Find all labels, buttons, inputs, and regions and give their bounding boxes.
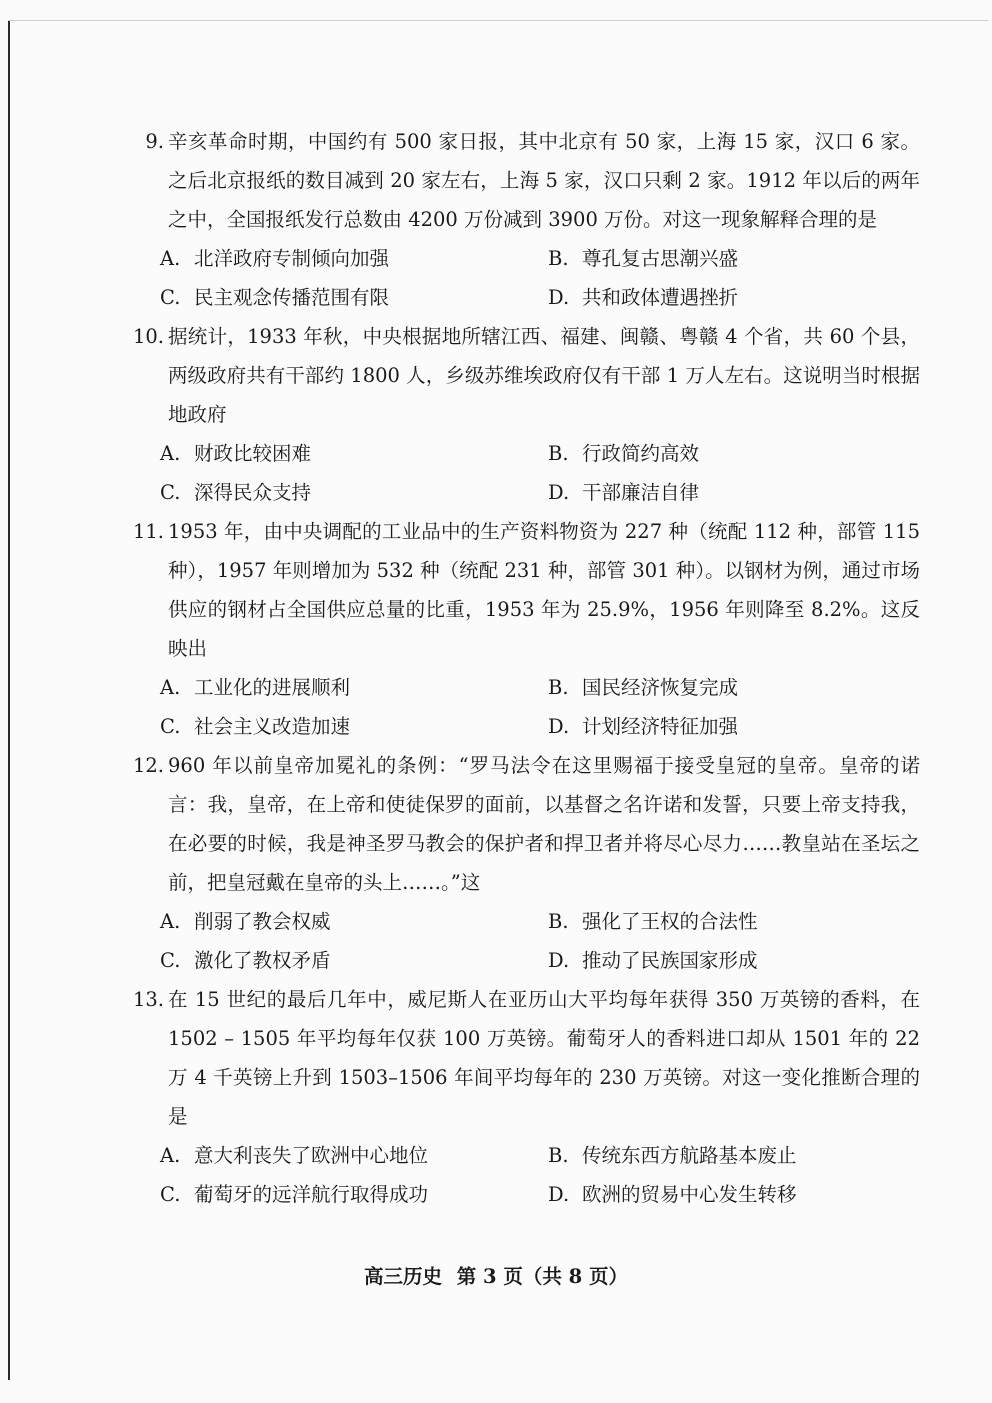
option-b: B. 尊孔复古思潮兴盛 xyxy=(548,247,739,270)
option-d: D. 推动了民族国家形成 xyxy=(548,949,758,972)
question-stem: 据统计，1933 年秋，中央根据地所辖江西、福建、闽赣、粤赣 4 个省，共 60 个县，两级政府共有干部约 1800 人，乡级苏维埃政府仅有干部 1 万人左右。这说明当时根据地政府 xyxy=(168,325,920,426)
question-stem: 960 年以前皇帝加冕礼的条例：“罗马法令在这里赐福于接受皇冠的皇帝。皇帝的诺言：我，皇帝，在上帝和使徒保罗的面前，以基督之名许诺和发誓，只要上帝支持我，在必要的时候，我是神圣罗马教会的保护者和捍卫者并将尽心尽力……教皇站在圣坛之前，把皇冠戴在皇帝的头上……。”这 xyxy=(168,754,920,894)
options xyxy=(160,239,920,317)
option-d: D. 干部廉洁自律 xyxy=(548,481,700,504)
option-d: D. 共和政体遭遇挫折 xyxy=(548,286,739,309)
question-list xyxy=(120,122,920,1214)
question-stem: 辛亥革命时期，中国约有 500 家日报，其中北京有 50 家，上海 15 家，汉口 6 家。之后北京报纸的数目减到 20 家左右，上海 5 家，汉口只剩 2 家。1912 年以后的两年之中，全国报纸发行总数由 4200 万份减到 3900 万份。对这一现象解释合理的是 xyxy=(168,130,920,231)
options xyxy=(160,434,920,512)
page-footer xyxy=(0,1262,992,1292)
question-number: 13. xyxy=(132,988,164,1011)
option-d: D. 计划经济特征加强 xyxy=(548,715,739,738)
option-a: A. 削弱了教会权威 xyxy=(160,910,331,933)
option-c: C. 社会主义改造加速 xyxy=(160,715,351,738)
question-number: 9. xyxy=(145,130,164,153)
scan-edge xyxy=(8,20,10,1380)
question-number: 12. xyxy=(132,754,164,777)
option-c: C. 激化了教权矛盾 xyxy=(160,949,331,972)
option-a: A. 财政比较困难 xyxy=(160,442,312,465)
option-a: A. 意大利丧失了欧洲中心地位 xyxy=(160,1144,429,1167)
option-c: C. 葡萄牙的远洋航行取得成功 xyxy=(160,1183,429,1206)
question-11 xyxy=(120,512,920,746)
question-stem: 在 15 世纪的最后几年中，威尼斯人在亚历山大平均每年获得 350 万英镑的香料，在 1502 – 1505 年平均每年仅获 100 万英镑。葡萄牙人的香料进口却从 1501 年的 22 万 4 千英镑上升到 1503–1506 年间平均每年的 230 万英镑。对这一变化推断合理的是 xyxy=(168,988,920,1128)
question-13 xyxy=(120,980,920,1214)
option-b: B. 行政简约高效 xyxy=(548,442,700,465)
options xyxy=(160,1136,920,1214)
footer-subject: 高三历史 xyxy=(363,1265,442,1288)
scan-edge-top xyxy=(8,20,988,21)
option-b: B. 国民经济恢复完成 xyxy=(548,676,739,699)
option-c: C. 深得民众支持 xyxy=(160,481,312,504)
option-d: D. 欧洲的贸易中心发生转移 xyxy=(548,1183,797,1206)
option-c: C. 民主观念传播范围有限 xyxy=(160,286,390,309)
option-a: A. 工业化的进展顺利 xyxy=(160,676,351,699)
question-12 xyxy=(120,746,920,980)
option-a: A. 北洋政府专制倾向加强 xyxy=(160,247,390,270)
option-b: B. 强化了王权的合法性 xyxy=(548,910,758,933)
footer-page-number: 第 3 页（共 8 页） xyxy=(456,1265,629,1288)
question-10 xyxy=(120,317,920,512)
question-number: 11. xyxy=(132,520,164,543)
options xyxy=(160,902,920,980)
options xyxy=(160,668,920,746)
question-number: 10. xyxy=(132,325,164,348)
option-b: B. 传统东西方航路基本废止 xyxy=(548,1144,797,1167)
question-9 xyxy=(120,122,920,317)
question-stem: 1953 年，由中央调配的工业品中的生产资料物资为 227 种（统配 112 种，部管 115 种），1957 年则增加为 532 种（统配 231 种，部管 301 种）。以钢材为例，通过市场供应的钢材占全国供应总量的比重，1953 年为 25.9%，1956 年则降至 8.2%。这反映出 xyxy=(168,520,920,660)
